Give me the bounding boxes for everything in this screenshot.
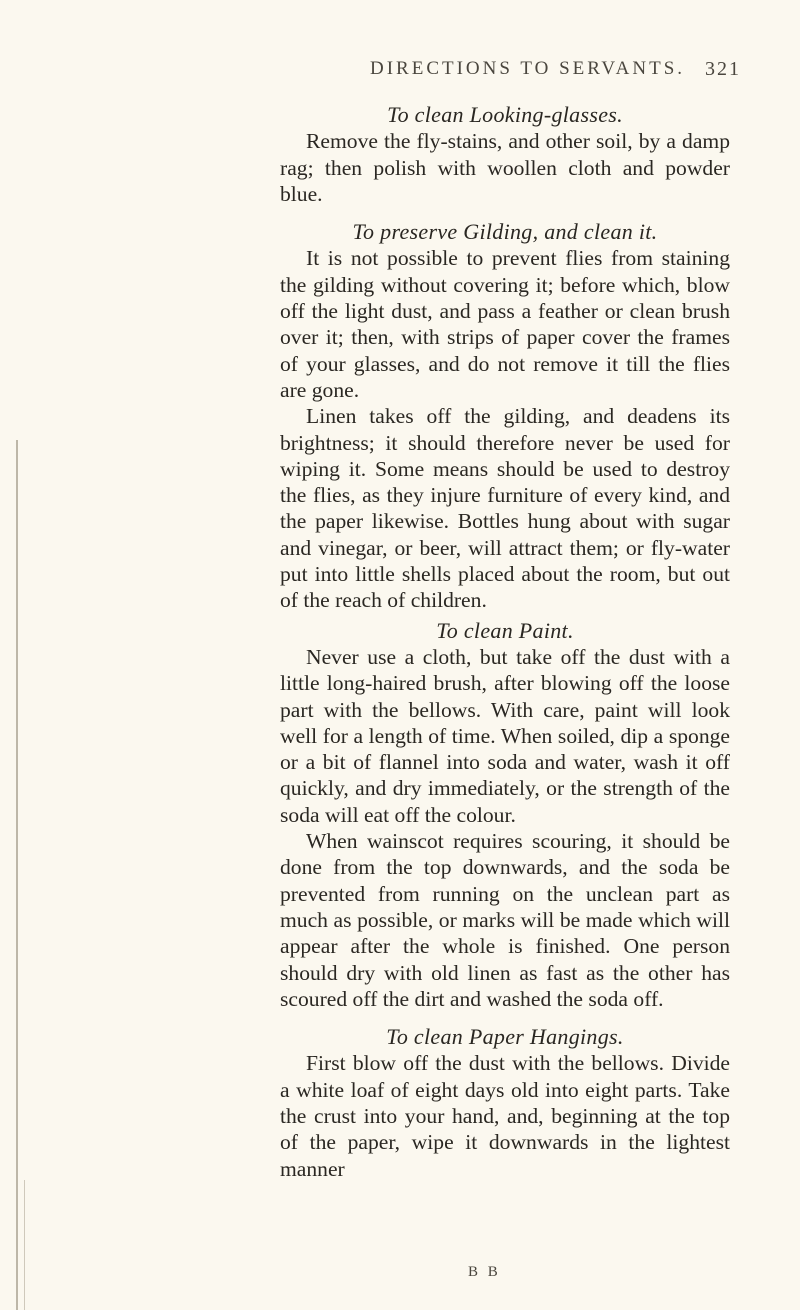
section-heading: To clean Looking-glasses. <box>387 102 623 127</box>
paragraph: It is not possible to prevent flies from staining the gilding without covering it; before which, blow off the light dust, and pass a feather or clean brush over it; then, with strips of paper cover the frames of your glasses, and do not remove it till the flies are gone. <box>280 246 730 402</box>
page-number: 321 <box>705 58 741 80</box>
paragraph: Linen takes off the gilding, and deadens its brightness; it should therefore never be used for wiping it. Some means should be used to destroy the flies, as they injure furniture of every kind, and the paper likewise. Bottles hung about with sugar and vinegar, or beer, will attract them; or fly-water put into little shells placed about the room, but out of the reach of children. <box>280 404 730 613</box>
section-heading: To preserve Gilding, and clean it. <box>352 219 658 245</box>
paragraph: When wainscot requires scouring, it should be done from the top downwards, and the soda be prevented from running on the unclean part as much as possible, or marks will be made which will appear after the whole is finished. One person should dry with old linen as fast as the other has scoured off the dirt and washed the soda off. <box>280 829 730 1011</box>
signature-mark: B B <box>468 1264 501 1280</box>
page-edge-shadow-inner <box>24 1180 25 1310</box>
paragraph: Remove the fly-stains, and other soil, by a damp rag; then polish with woollen cloth and powder blue. <box>280 129 730 206</box>
section-heading: To clean Paper Hangings. <box>386 1024 624 1050</box>
paragraph: First blow off the dust with the bellows. Divide a white loaf of eight days old into eight parts. Take the crust into your hand, and, beginning at the top of the paper, wipe it downwards in the lightest manner <box>280 1051 730 1181</box>
page-edge-shadow <box>16 440 18 1310</box>
section-gilding <box>280 219 730 613</box>
page-body <box>280 102 730 1182</box>
paragraph: Never use a cloth, but take off the dust with a little long-haired brush, after blowing off the loose part with the bellows. With care, paint will look well for a length of time. When soiled, dip a sponge or a bit of flannel into soda and water, wash it off quickly, and dry immediately, or the strength of the soda will eat off the colour. <box>280 644 730 827</box>
section-paper-hangings <box>280 1024 730 1182</box>
section-heading: To clean Paint. <box>436 617 574 643</box>
running-title: DIRECTIONS TO SERVANTS. <box>370 58 686 79</box>
section-looking-glasses <box>280 102 730 207</box>
section-paint <box>280 618 730 1012</box>
running-head <box>0 58 800 88</box>
